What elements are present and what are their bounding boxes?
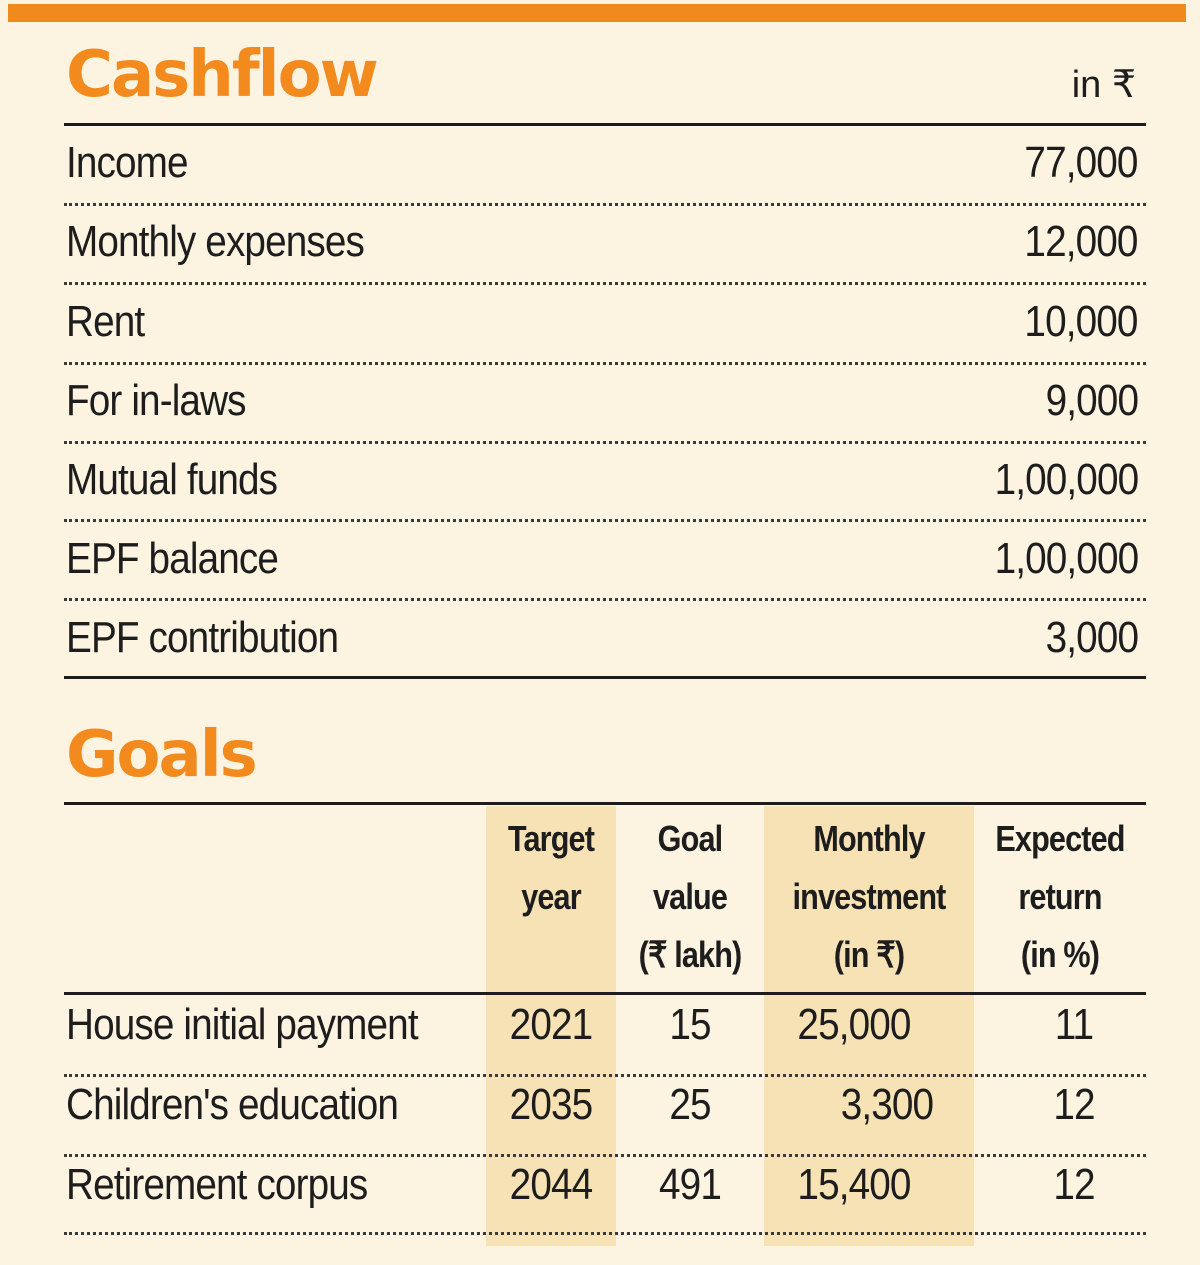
- row-divider: [64, 1074, 1146, 1077]
- cashflow-row-value: 1,00,000: [994, 455, 1138, 504]
- row-divider: [64, 282, 1146, 285]
- cashflow-row-rent: [66, 292, 1138, 352]
- goals-title: Goals: [66, 718, 256, 792]
- goal-investment: 25,000: [797, 1000, 911, 1049]
- header-line: investment: [792, 876, 946, 917]
- header-expected-return: [974, 810, 1146, 984]
- goal-year: 2035: [509, 1080, 593, 1129]
- header-line: Target: [507, 818, 595, 859]
- header-line: (in %): [1020, 934, 1100, 975]
- cashflow-row-epf-contribution: [66, 608, 1138, 668]
- cashflow-row-label: EPF contribution: [66, 613, 339, 662]
- top-accent-bar: [8, 4, 1186, 22]
- goal-value: 25: [669, 1080, 711, 1129]
- cashflow-row-label: EPF balance: [66, 534, 279, 583]
- cashflow-row-label: Mutual funds: [66, 455, 278, 504]
- cashflow-row-monthly-expenses: [66, 212, 1138, 272]
- goal-investment: 3,300: [840, 1080, 934, 1129]
- cashflow-row-income: [66, 133, 1138, 193]
- header-line: (in ₹): [833, 934, 905, 975]
- row-divider: [64, 519, 1146, 522]
- goal-year: 2021: [509, 1000, 593, 1049]
- cashflow-row-mutual-funds: [66, 450, 1138, 510]
- cashflow-unit: in ₹: [1071, 64, 1136, 106]
- header-line: year: [521, 876, 581, 917]
- cashflow-top-rule: [64, 123, 1146, 126]
- header-monthly-investment: [764, 810, 974, 984]
- header-line: return: [1018, 876, 1102, 917]
- header-line: (₹ lakh): [638, 934, 742, 975]
- goal-value: 15: [669, 1000, 711, 1049]
- header-line: Expected: [995, 818, 1125, 859]
- cashflow-row-epf-balance: [66, 529, 1138, 589]
- cashflow-row-value: 12,000: [1024, 217, 1138, 266]
- cashflow-row-in-laws: [66, 371, 1138, 431]
- header-line: Goal: [657, 818, 723, 859]
- cashflow-row-value: 9,000: [1045, 376, 1138, 425]
- row-divider: [64, 598, 1146, 601]
- row-divider: [64, 362, 1146, 365]
- cashflow-row-value: 3,000: [1045, 613, 1138, 662]
- goal-label-retirement: Retirement corpus: [66, 1160, 368, 1209]
- goal-value: 491: [659, 1160, 721, 1209]
- goal-investment: 15,400: [797, 1160, 911, 1209]
- header-line: Monthly: [813, 818, 925, 859]
- goal-return: 11: [1054, 1000, 1094, 1049]
- goal-label-house: House initial payment: [66, 1000, 418, 1049]
- goal-return: 12: [1053, 1160, 1095, 1209]
- header-line: value: [652, 876, 728, 917]
- cashflow-row-value: 10,000: [1024, 297, 1138, 346]
- goal-return: 12: [1053, 1080, 1095, 1129]
- row-divider: [64, 203, 1146, 206]
- cashflow-row-value: 1,00,000: [994, 534, 1138, 583]
- row-divider: [64, 1232, 1146, 1235]
- cashflow-row-label: Monthly expenses: [66, 217, 365, 266]
- cashflow-row-label: Rent: [66, 297, 145, 346]
- cashflow-title: Cashflow: [66, 38, 377, 112]
- goals-header-rule: [64, 992, 1146, 995]
- cashflow-bottom-rule: [64, 676, 1146, 679]
- goal-label-children-education: Children's education: [66, 1080, 399, 1129]
- cashflow-row-label: Income: [66, 138, 188, 187]
- header-goal-value: [616, 810, 764, 984]
- goal-year: 2044: [509, 1160, 593, 1209]
- row-divider: [64, 1154, 1146, 1157]
- row-divider: [64, 441, 1146, 444]
- header-target-year: [486, 810, 616, 926]
- cashflow-row-label: For in-laws: [66, 376, 246, 425]
- cashflow-row-value: 77,000: [1024, 138, 1138, 187]
- goals-top-rule: [64, 802, 1146, 805]
